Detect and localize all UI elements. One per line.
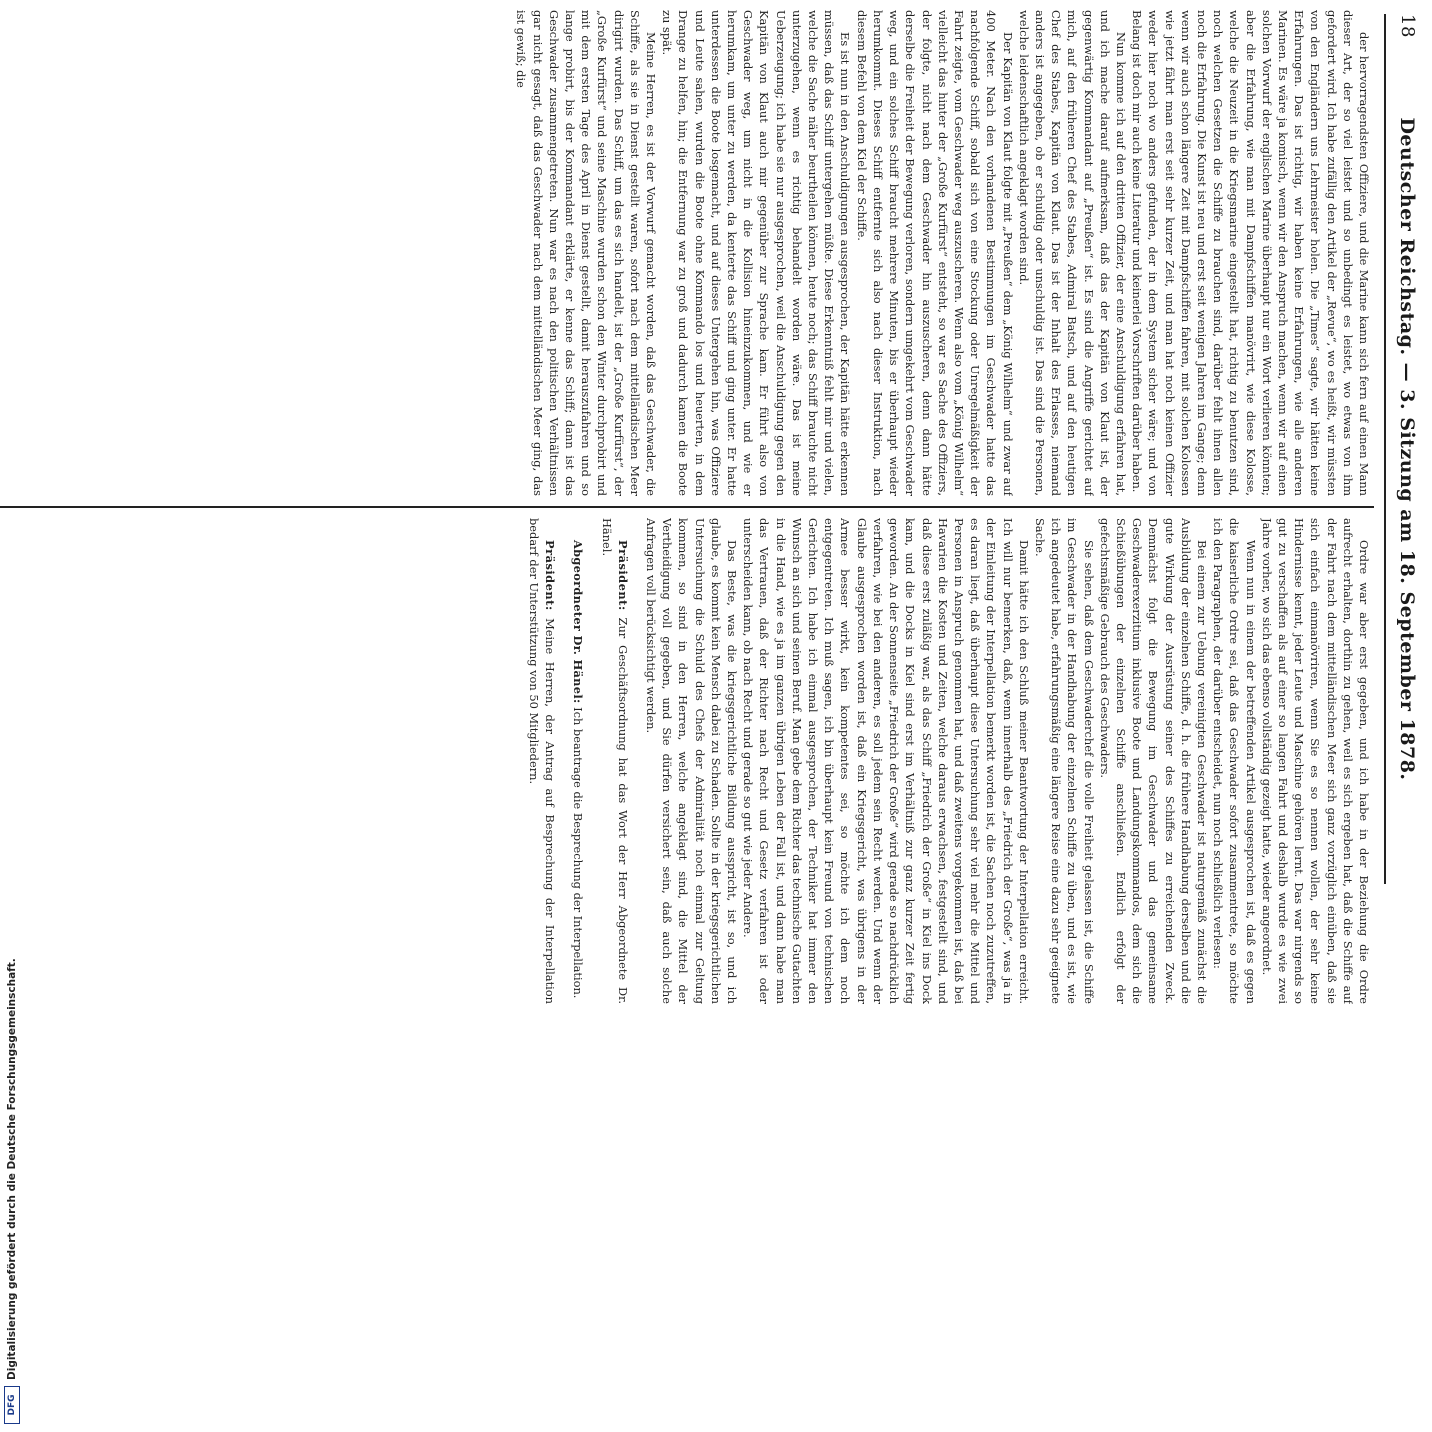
paragraph: Es ist nun in den Anschuldigungen ausgesprochen, der Kapitän hätte erkennen müssen, daß das Schiff untergehen müßte. Diese Erkenntniß fehlt mir und vielen, welche die Sache näher beurtheilen können, heute noch; das Schiff brauchte nicht unterzugehen, wenn es richtig behandelt worden wäre. Das ist meine Ueberzeugung; ich habe sie nur ausgesprochen, weil die Anschuldigung gegen den Kapitän von Klaut auch mir gegenüber zur Sprache kam. Er führt also von Geschwader weg, um nicht in die Kollision hineinzukommen, und wie er herumkam, um unter zu werden, da kenterte das Schiff und ging unter. Er hatte unterdessen die Boote losgemacht, und auf dieses Untergehen hin, was Offiziere und Leute sahen, wurden die Boote ohne Kommando los und heuerten, in dem Drange zu helfen, hin; die Entfernung war zu groß und dadurch kamen die Boote zu spät. (660, 10, 853, 496)
page-number: 18 (1397, 14, 1418, 38)
paragraph: Meine Herren, es ist der Vorwurf gemacht worden, daß das Geschwader, die Schiffe, als sie in Dienst gestellt waren, sofort nach dem mittelländischen Meer dirigirt wurden. Das Schiff, um das es sich handelt, ist der „Große Kurfürst“, der „Große Kurfürst“ und seine Maschine wurden schon den Winter durchprobirt und mit dem ersten Tage des April in Dienst gestellt, damit herauszufahren und so lange probirt, bis der Kommandant erklärte, er kenne das Schiff; dann ist das Geschwader zusammengetreten. Nun war es nach den politischen Verhältnissen gar nicht gesagt, daß das Geschwader nach dem mittelländischen Meer ging, das ist gewiß; die (514, 10, 659, 496)
paragraph: Bei einem zur Uebung vereinigten Geschwader ist naturgemäß zunächst die Ausbildung der einzelnen Schiffe, d. h. die frühere Handhabung derselben und die gute Wirkung der Ausrüstung seiner des Schiffes zu erreichenden Zweck. Demnächst folgt die Bewegung im Geschwader und das gemeinsame Geschwaderexerzitium inklusive Boote und Landungskommandos, dem sich die Schießübungen der einzelnen Schiffe anschließen. Endlich erfolgt der gefechtsmäßige Gebrauch des Geschwaders. (1097, 518, 1209, 1004)
header-rule (1384, 14, 1386, 884)
running-head: Deutscher Reichstag. — 3. Sitzung am 18. September 1878. (1396, 117, 1418, 781)
paragraph: der hervorragendsten Offiziere, und die Marine kann sich fern auf einen Mann dieser Art, der so viel leistet und so unbedingt es leistet, wo etwas von ihm gefordert wird. Ich habe zufällig den Artikel der „Revue“, wo es heißt, wir müssten von den Engländern uns Lehrmeister holen. Die „Times“ sagte, wir hätten keine Erfahrungen. Das ist richtig, wir haben keine Erfahrungen, wie alle anderen Marinen. Es wäre ja komisch, wenn wir den Anspruch machen, wenn wir auf einen solchen Vorwurf der englischen Marine überhaupt nur ein Wort verlieren könnten; aber die Erfahrung, wie man mit Dampfschiffen manövrirt, wie diese Kolosse, welche die Neuzeit in die Kriegsmarine eingestellt hat, richtig zu benutzen sind, noch welchen Gesetzen die Schiffe zu brauchen sind, darüber fehlt ihnen allen noch die Erfahrung. Die Kunst ist neu und erst seit wenigen Jahren im Gange; denn wenn wir auch schon längere Zeit mit Dampfschiffen fahren, mit solchen Kolossen wie jetzt fährt man erst seit sehr kurzer Zeit, und man hat noch keinen Offizier weder hier noch wo anders gefunden, der in dem System sicher wäre; und von Belang ist doch mir auch keine Literatur und keinerlei Vorschriften darüber haben. (1130, 10, 1371, 496)
speaker-text: Meine Herren, der Antrag auf Besprechung der Interpellation bedarf der Unterstützung von 50 Mitgliedern. (527, 518, 558, 1004)
paragraph: Der Kapitän von Klaut folgte mit „Preußen“ dem „König Wilhelm“ und zwar auf 400 Meter. Nach den vorhandenen Bestimmungen im Geschwader hatte das nachfolgende Schiff, sobald sich von eine Stockung oder Unregelmäßigkeit der Fahrt zeigte, vom Geschwader weg auszuscheren. Wenn also vom „König Wilhelm“ vielleicht das hinter der „Große Kurfürst“ entsteht, so war es Sache des Offiziers, der folgte, nicht nach dem Geschwader hin auszuscheren, denn dann hätte derselbe die Freiheit der Bewegung verloren, sondern umgekehrt vom Geschwader weg, und ein solches Schiff braucht mehrere Minuten, bis er überhaupt wieder herumkommt. Dieses Schiff entfernte sich also nach dieser Instruktion, nach diesem Befehl von dem Kiel der Schiffe. (854, 10, 1015, 496)
paragraph: Nun komme ich auf den dritten Offizier, der eine Anschuldigung erfahren hat, und ich mache darauf aufmerksam, daß das der Kapitän von Klaut ist, der gegenwärtig Kommandant auf „Preußen“ ist. Es sind die Angriffe gerichtet auf mich, auf den früheren Chef des Stabes, Admiral Batsch, und auf den heutigen Chef des Stabes, Kapitän von Klaut. Das ist der Inhalt des Erlasses, niemand anders ist angegeben, ob er schuldig oder unschuldig ist. Das sind die Personen, welche leidenschaftlich angeklagt worden sind. (1016, 10, 1128, 496)
paragraph: Sie sehen, daß dem Geschwaderchef die volle Freiheit gelassen ist, die Schiffe im Geschwader in der Handhabung der einzelnen Schiffe zu üben, und es ist, wie ich angedeutet habe, erfahrungsmäßig eine längere Reise eine dazu sehr geeignete Sache. (1032, 518, 1096, 1004)
right-column (12, 518, 1372, 1004)
paragraph: Damit hätte ich den Schluß meiner Beantwortung der Interpellation erreicht. Ich will nur bemerken, daß, wenn innerhalb des „Friedrich der Große“, was ja in der Einleitung der Interpellation bemerkt worden ist, die Sachen noch zuzutreffen, es daran liegt, daß überhaupt diese Untersuchung sehr viel mehr die Mittel und Personen in Anspruch genommen hat, und daß zweitens vorgekommen ist, daß bei Havarien die Kosten und Zeiten, welche daraus erwachsen, festgestellt sind, und daß diese erst zuläßig war, als das Schiff „Friedrich der Große“ in Kiel ins Dock kam, und die Docks in Kiel sind erst im Verhältniß zur ganz kurzer Zeit fertig geworden. An der Sonnenseite „Friedrich der Große“ wird gerade so nachdrücklich verfahren, wie bei den anderen, es soll jedem sein Recht werden. Und wenn der Glaube ausgesprochen worden ist, daß ein Kriegsgericht, was übrigens in der Armee besser wirkt, kein kompetentes sei, so möchte ich dem noch entgegentreten. Ich muß sagen, ich bin überhaupt kein Freund von technischen Gerichten. Ich habe ich einmal ausgesprochen, der Techniker hat immer den Wunsch an sich und seinen Beruf. Man gebe dem Richter das technische Gutachten in die Hand, wie es ja im ganzen übrigen Leben der Fall ist, und dann habe man das Vertrauen, daß der Richter nach Recht und Gesetz verfahren ist oder unterscheiden kann, ob nach Recht und gerade so gut wie jeder Andere. (741, 518, 1031, 1004)
speaker-text: Ich beantrage die Besprechung der Interpellation. (571, 707, 586, 999)
speaker-block (598, 518, 630, 1004)
paragraph: Wenn nun in einem der betreffenden Artikel ausgesprochen ist, daß es gegen die kaiserliche Ordre sei, daß das Geschwader sofort zusammentrete, so möchte ich den Paragraphen, der darüber entscheidet, nun noch schließlich verlesen: (1211, 518, 1258, 1004)
column-divider (0, 506, 1374, 508)
paragraph: Das Beste, was die kriegsgerichtliche Bildung ausspricht, ist so, und ich glaube, es kommt kein Mensch dabei zu Schaden. Sollte in der kriegsgerichtlichen Untersuchung die Schuld des Chefs der Admiralität noch einmal zur Geltung kommen, so sind in den Herren, welche angeklagt sind, die Mittel der Vertheidigung voll gegeben, und Sie dürfen versichert sein, daß auch solche Anfragen voll berücksichtigt werden. (644, 518, 740, 1004)
speaker-text: Zur Geschäftsordnung hat das Wort der Herr Abgeordnete Dr. Hänel. (599, 518, 630, 1004)
page-header (1380, 14, 1432, 884)
paragraph: Ordre war aber erst gegeben, und ich habe in der Beziehung die Ordre aufrecht erhalten, dorthin zu gehen, weil es sich ergeben hat, daß die Schiffe auf der Fahrt nach dem mittelländischen Meer sich ganz vorzüglich einüben, daß sie sich einfach einmanövriren, wenn Sie es so nennen wollen, der sehr keine Hindernisse kennt, jeder Leute und Maschine gehören lernt. Das war nirgends so gut zu verschaffen als auf einer so langen Fahrt und deshalb wurde es wie zwei Jahre vorher, wo sich das ebenso vollständig gezeigt hatte, wieder angeordnet. (1259, 518, 1371, 1004)
dfg-logo: DFG (4, 1386, 20, 1424)
speaker-block (570, 518, 586, 1004)
speaker-name: Abgeordneter Dr. Hänel: (571, 540, 586, 704)
digitization-text: Digitalisierung gefördert durch die Deutsche Forschungsgemeinschaft. (6, 958, 18, 1380)
speaker-block (526, 518, 558, 1004)
left-column (12, 10, 1372, 496)
speaker-name: Präsident: (543, 540, 558, 611)
speaker-name: Präsident: (615, 540, 630, 611)
